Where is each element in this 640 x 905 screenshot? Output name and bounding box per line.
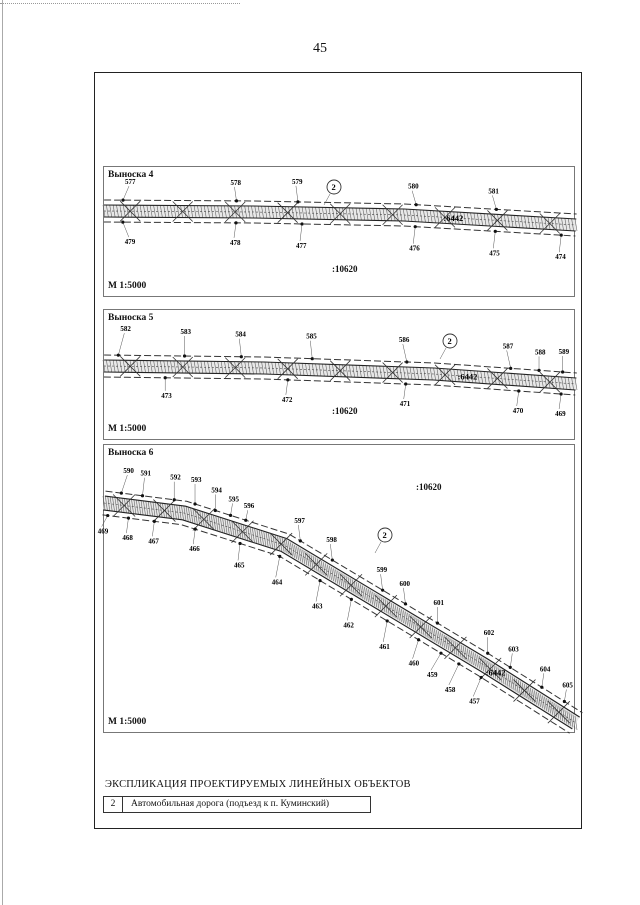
leader-line bbox=[559, 394, 561, 409]
point-label-top: 578 bbox=[230, 178, 241, 187]
callout-panel-4 bbox=[103, 166, 575, 297]
boundary-point bbox=[164, 376, 167, 379]
leader-line bbox=[126, 518, 128, 533]
legend-description: Автомобильная дорога (подъезд к п. Куминский) bbox=[131, 799, 330, 809]
point-label-bottom: 460 bbox=[408, 659, 420, 668]
parcel-label: :10620 bbox=[332, 264, 358, 274]
leader-line bbox=[118, 333, 124, 355]
parcel-label: :10620 bbox=[332, 406, 358, 416]
leader-line bbox=[239, 339, 241, 357]
leader-line bbox=[403, 344, 407, 362]
point-label-bottom: 466 bbox=[189, 545, 200, 554]
callout-panel-5 bbox=[103, 309, 575, 440]
leader-line bbox=[440, 348, 446, 359]
panel-scale: М 1:5000 bbox=[108, 281, 147, 291]
leader-line bbox=[238, 543, 240, 560]
leader-line bbox=[542, 673, 544, 687]
leader-line bbox=[473, 677, 481, 696]
point-label-bottom: 457 bbox=[469, 697, 480, 706]
point-label-top: 602 bbox=[483, 629, 495, 638]
boundary-point bbox=[436, 621, 439, 624]
leader-line bbox=[381, 574, 383, 590]
boundary-point bbox=[141, 494, 144, 497]
point-label-top: 588 bbox=[535, 348, 546, 357]
boundary-point bbox=[414, 225, 417, 228]
point-label-top: 594 bbox=[211, 486, 222, 495]
road-map-6 bbox=[97, 445, 576, 734]
boundary-point bbox=[183, 354, 186, 357]
leader-line bbox=[493, 231, 495, 248]
boundary-point bbox=[229, 514, 232, 517]
boundary-point bbox=[235, 199, 238, 202]
road-map-5 bbox=[104, 310, 576, 441]
leader-line bbox=[123, 186, 129, 200]
leader-line bbox=[286, 380, 288, 395]
leader-line bbox=[412, 191, 416, 205]
boundary-point bbox=[331, 558, 334, 561]
point-label-top: 603 bbox=[508, 645, 519, 654]
point-label-bottom: 465 bbox=[234, 561, 245, 570]
leader-line bbox=[231, 503, 233, 515]
leader-line bbox=[510, 653, 512, 667]
object-marker-number: 2 bbox=[447, 336, 452, 346]
road-boundary-line bbox=[103, 510, 572, 729]
point-label-bottom: 468 bbox=[122, 534, 133, 543]
boundary-point bbox=[561, 370, 564, 373]
leader-line bbox=[492, 195, 496, 209]
point-label-top: 585 bbox=[306, 332, 317, 341]
point-label-top: 597 bbox=[294, 516, 305, 525]
scan-top-edge bbox=[0, 3, 240, 4]
leader-line bbox=[404, 384, 406, 399]
boundary-point bbox=[537, 369, 540, 372]
point-label-bottom: 470 bbox=[512, 406, 524, 415]
leader-line bbox=[234, 187, 236, 201]
boundary-point bbox=[214, 509, 217, 512]
boundary-point bbox=[300, 222, 303, 225]
leader-line bbox=[296, 186, 298, 202]
point-label-bottom: 473 bbox=[161, 391, 172, 400]
boundary-point bbox=[299, 539, 302, 542]
road-boundary-line bbox=[103, 515, 570, 733]
leader-line bbox=[316, 581, 320, 602]
point-label-bottom: 478 bbox=[230, 238, 241, 247]
point-label-top: 596 bbox=[243, 502, 255, 511]
boundary-point bbox=[120, 491, 123, 494]
point-label-top: 579 bbox=[291, 177, 303, 186]
point-label-top: 589 bbox=[558, 348, 570, 357]
leader-line bbox=[276, 556, 280, 577]
point-label-top: 583 bbox=[180, 328, 192, 337]
scan-margin-line bbox=[2, 0, 3, 905]
road-parcel-label: :6442 bbox=[457, 371, 478, 382]
point-label-bottom: 458 bbox=[444, 685, 456, 694]
boundary-point bbox=[381, 589, 384, 592]
boundary-point bbox=[106, 514, 109, 517]
leader-line bbox=[347, 599, 351, 620]
road-parcel-label: :6442 bbox=[485, 667, 506, 678]
leader-line bbox=[152, 521, 154, 536]
leader-line bbox=[431, 653, 441, 670]
point-label-bottom: 464 bbox=[271, 578, 283, 587]
boundary-point bbox=[494, 230, 497, 233]
panel-title: Выноска 4 bbox=[108, 170, 154, 180]
point-label-bottom: 467 bbox=[148, 537, 159, 546]
boundary-point bbox=[286, 378, 289, 381]
boundary-point bbox=[121, 199, 124, 202]
boundary-point bbox=[517, 389, 520, 392]
leader-line bbox=[310, 341, 312, 359]
road-map-4 bbox=[104, 167, 576, 298]
leader-line bbox=[383, 621, 387, 642]
boundary-point bbox=[194, 528, 197, 531]
point-label-top: 586 bbox=[398, 336, 410, 345]
boundary-point bbox=[480, 676, 483, 679]
boundary-point bbox=[153, 520, 156, 523]
boundary-point bbox=[415, 203, 418, 206]
boundary-point bbox=[560, 234, 563, 237]
boundary-point bbox=[560, 392, 563, 395]
panel-title: Выноска 6 bbox=[108, 448, 154, 458]
point-label-top: 605 bbox=[562, 681, 573, 690]
leader-line bbox=[300, 224, 302, 241]
leader-line bbox=[123, 222, 129, 237]
boundary-point bbox=[234, 221, 237, 224]
boundary-point bbox=[117, 354, 120, 357]
boundary-point bbox=[386, 619, 389, 622]
leader-line bbox=[298, 525, 300, 541]
road-strip bbox=[103, 325, 577, 418]
boundary-point bbox=[486, 652, 489, 655]
leader-line bbox=[564, 689, 566, 701]
road-boundary-line bbox=[104, 503, 576, 723]
boundary-point bbox=[405, 360, 408, 363]
boundary-point bbox=[404, 602, 407, 605]
boundary-point bbox=[318, 579, 321, 582]
point-label-bottom: 469 bbox=[555, 409, 566, 418]
boundary-point bbox=[563, 700, 566, 703]
boundary-point bbox=[127, 517, 130, 520]
point-label-bottom: 476 bbox=[409, 244, 420, 253]
leader-line bbox=[517, 391, 519, 406]
callout-panel-6 bbox=[97, 444, 575, 733]
point-label-top: 591 bbox=[140, 469, 151, 478]
point-label-bottom: 461 bbox=[379, 642, 390, 651]
point-label-top: 587 bbox=[502, 342, 514, 351]
leader-line bbox=[121, 475, 127, 493]
legend-table bbox=[103, 796, 371, 813]
leader-line bbox=[330, 544, 332, 560]
boundary-point bbox=[244, 519, 247, 522]
leader-line bbox=[324, 194, 330, 205]
point-label-bottom: 471 bbox=[399, 400, 411, 409]
page-number: 45 bbox=[313, 41, 327, 56]
boundary-point bbox=[540, 686, 543, 689]
panel-title: Выноска 5 bbox=[108, 313, 154, 323]
point-label-top: 599 bbox=[376, 566, 388, 575]
point-label-bottom: 479 bbox=[124, 238, 136, 247]
leader-line bbox=[193, 529, 195, 544]
boundary-point bbox=[296, 200, 299, 203]
leader-line bbox=[102, 516, 108, 527]
boundary-point bbox=[404, 382, 407, 385]
point-label-top: 577 bbox=[124, 178, 136, 187]
boundary-point bbox=[173, 498, 176, 501]
panel-scale: М 1:5000 bbox=[108, 424, 147, 434]
leader-line bbox=[375, 542, 381, 553]
leader-line bbox=[413, 640, 419, 659]
point-label-top: 604 bbox=[539, 665, 551, 674]
parcel-label: :10620 bbox=[416, 482, 442, 492]
point-label-top: 595 bbox=[228, 495, 240, 504]
boundary-point bbox=[240, 355, 243, 358]
boundary-point bbox=[439, 652, 442, 655]
point-label-bottom: 475 bbox=[489, 249, 500, 258]
point-label-bottom: 462 bbox=[343, 621, 354, 630]
point-label-top: 584 bbox=[235, 330, 246, 339]
road-parcel-label: :6442 bbox=[443, 212, 464, 223]
point-label-bottom: 459 bbox=[426, 671, 438, 680]
boundary-point bbox=[193, 502, 196, 505]
boundary-point bbox=[509, 367, 512, 370]
point-label-top: 600 bbox=[399, 579, 410, 588]
leader-line bbox=[559, 235, 561, 252]
leader-line bbox=[507, 350, 511, 368]
point-label-top: 598 bbox=[326, 536, 337, 545]
road-strip bbox=[103, 178, 577, 261]
legend-title: ЭКСПЛИКАЦИЯ ПРОЕКТИРУЕМЫХ ЛИНЕЙНЫХ ОБЪЕКТОВ bbox=[105, 779, 411, 790]
boundary-point bbox=[121, 221, 124, 224]
object-marker-number: 2 bbox=[331, 182, 336, 192]
point-label-top: 581 bbox=[488, 187, 499, 196]
boundary-point bbox=[495, 208, 498, 211]
road-body bbox=[103, 496, 580, 729]
leader-line bbox=[142, 478, 144, 496]
boundary-point bbox=[238, 542, 241, 545]
panel-scale: М 1:5000 bbox=[108, 717, 147, 727]
point-label-bottom: 463 bbox=[312, 602, 323, 611]
boundary-point bbox=[350, 598, 353, 601]
point-label-bottom: 472 bbox=[281, 395, 293, 404]
point-label-top: 582 bbox=[120, 325, 131, 334]
boundary-point bbox=[457, 662, 460, 665]
point-label-bottom: 477 bbox=[296, 241, 307, 250]
point-label-top: 601 bbox=[433, 599, 444, 608]
boundary-point bbox=[278, 555, 281, 558]
leader-line bbox=[234, 223, 236, 238]
point-label-bottom: 474 bbox=[555, 253, 566, 262]
point-label-top: 593 bbox=[191, 475, 202, 484]
point-label-bottom: 469 bbox=[97, 527, 109, 536]
object-marker-number: 2 bbox=[382, 530, 387, 540]
boundary-point bbox=[417, 638, 420, 641]
legend-number: 2 bbox=[104, 797, 123, 812]
boundary-point bbox=[509, 666, 512, 669]
leader-line bbox=[403, 588, 405, 604]
leader-line bbox=[449, 664, 459, 685]
boundary-point bbox=[311, 357, 314, 360]
road-strip bbox=[98, 467, 583, 733]
point-label-top: 592 bbox=[170, 473, 181, 482]
leader-line bbox=[413, 227, 415, 244]
point-label-top: 590 bbox=[123, 467, 134, 476]
point-label-top: 580 bbox=[408, 182, 419, 191]
